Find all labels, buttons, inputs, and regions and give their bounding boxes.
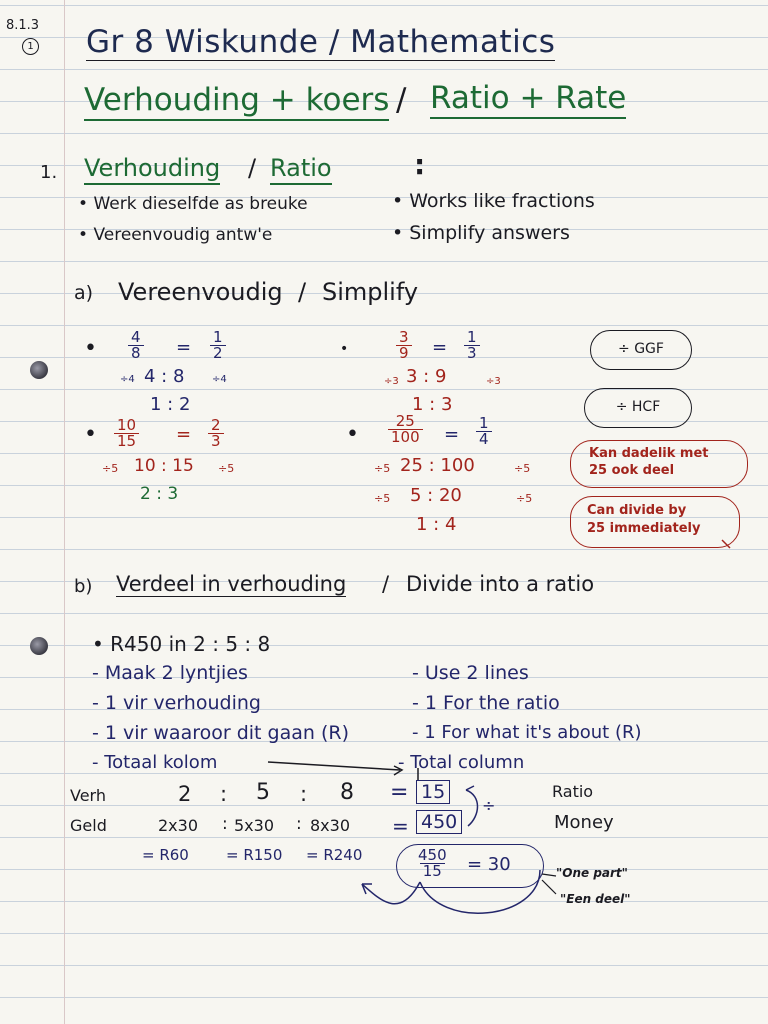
ratio-10-15: 10 : 15 — [134, 456, 194, 476]
result-r60: = R60 — [142, 846, 189, 864]
divisor-right: ÷5 — [218, 462, 235, 475]
divisor-left: ÷3 — [384, 376, 399, 387]
cloud-note-af-line2: 25 ook deel — [589, 463, 675, 478]
part-b-heading-english: Divide into a ratio — [406, 572, 595, 596]
money-total-box: 450 — [416, 810, 462, 834]
equals-sign: = — [392, 814, 409, 838]
bullet-en-1: • Works like fractions — [392, 190, 595, 212]
money-part-5x30: 5x30 — [234, 816, 275, 835]
ratio-result-1-3: 1 : 3 — [412, 394, 453, 415]
one-part-afrikaans: "Een deel" — [560, 892, 631, 906]
money-part-8x30: 8x30 — [310, 816, 351, 835]
ratio-part-2: 2 — [178, 782, 192, 806]
part-a-heading-english: Simplify — [322, 278, 419, 306]
ratio-colon: : — [300, 782, 308, 806]
problem-statement: • R450 in 2 : 5 : 8 — [92, 632, 271, 656]
fraction-25-100: $\frac{25}{100}$ — [388, 414, 423, 445]
ratio-part-5: 5 — [256, 780, 270, 805]
subtitle-afrikaans: Verhouding + koers — [84, 82, 389, 121]
fraction-10-15: $\frac{10}{15}$ — [114, 418, 139, 449]
bullet-dot: • — [84, 336, 97, 361]
part-b-heading-afrikaans: Verdeel in verhouding — [116, 572, 347, 596]
divisor-right: ÷5 — [516, 492, 533, 505]
cloud-note-english — [570, 496, 740, 548]
step-en-4: - Total column — [398, 752, 525, 773]
cloud-note-en-line1: Can divide by — [587, 503, 687, 518]
cloud-hcf — [584, 388, 692, 428]
section-heading-slash: / — [248, 154, 257, 182]
one-part-english: "One part" — [556, 866, 628, 880]
subtitle-slash: / — [396, 82, 407, 118]
margin-line — [64, 0, 65, 1024]
lesson-code: 8.1.3 — [6, 18, 40, 33]
fraction-1-3: $\frac{1}{3}$ — [464, 330, 480, 361]
fraction-4-8: $\frac{4}{8}$ — [128, 330, 144, 361]
divisor-right: ÷5 — [514, 462, 531, 475]
cloud-note-af-line1: Kan dadelik met — [589, 446, 709, 461]
result-r150: = R150 — [226, 846, 283, 864]
part-a-heading-slash: / — [298, 278, 307, 306]
equals-sign: = — [444, 424, 460, 445]
fraction-1-2: $\frac{1}{2}$ — [210, 330, 226, 361]
cloud-ggf-text: ÷ GGF — [618, 341, 664, 357]
section-number: 1. — [40, 162, 58, 183]
divisor-right: ÷3 — [486, 376, 501, 387]
bullet-dot: • — [346, 422, 359, 447]
ratio-result-1-2: 1 : 2 — [150, 394, 191, 415]
ratio-colon: : — [220, 782, 228, 806]
divisor-left: ÷4 — [120, 374, 135, 385]
step-en-1: - Use 2 lines — [412, 662, 529, 684]
subtitle-english: Ratio + Rate — [430, 80, 626, 119]
equals-sign: = — [432, 337, 448, 358]
ratio-5-20: 5 : 20 — [410, 485, 462, 506]
step-af-2: - 1 vir verhouding — [92, 692, 261, 714]
divide-sign: ÷ — [482, 796, 496, 815]
money-colon: : — [296, 814, 302, 834]
row-money-english: Money — [554, 812, 614, 833]
result-r240: = R240 — [306, 846, 363, 864]
row-ratio-label: Verh — [70, 786, 106, 805]
part-b-heading-slash: / — [382, 572, 390, 596]
section-colon: : — [414, 148, 426, 181]
page-title: Gr 8 Wiskunde / Mathematics — [86, 24, 556, 60]
ratio-25-100: 25 : 100 — [400, 455, 475, 476]
ratio-3-9: 3 : 9 — [406, 366, 447, 387]
step-en-3: - 1 For what it's about (R) — [412, 722, 642, 743]
divisor-left: ÷5 — [102, 462, 119, 475]
money-colon: : — [222, 814, 228, 834]
cloud-hcf-text: ÷ HCF — [615, 399, 661, 415]
fraction-3-9: $\frac{3}{9}$ — [396, 330, 412, 361]
bullet-af-2: • Vereenvoudig antw'e — [78, 225, 273, 245]
section-heading-afrikaans: Verhouding — [84, 154, 220, 185]
bullet-af-1: • Werk dieselfde as breuke — [78, 194, 308, 214]
fraction-450-15: $\frac{450}{15}$ — [418, 846, 447, 880]
equals-sign: = — [176, 337, 192, 358]
cloud-note-en-line2: 25 immediately — [587, 521, 701, 536]
fraction-2-3: $\frac{2}{3}$ — [208, 418, 224, 449]
divisor-right: ÷4 — [212, 374, 227, 385]
section-heading-english: Ratio — [270, 154, 332, 185]
binder-hole — [30, 637, 48, 655]
bullet-dot: • — [340, 341, 349, 357]
money-part-2x30: 2x30 — [158, 816, 199, 835]
equals-sign: = — [176, 424, 192, 445]
step-af-1: - Maak 2 lyntjies — [92, 662, 248, 684]
ratio-total-box: 15 — [416, 780, 450, 804]
cloud-note-afrikaans — [570, 440, 748, 488]
row-money-label: Geld — [70, 816, 107, 835]
bullet-dot: • — [84, 422, 97, 447]
one-part-value: = 30 — [467, 854, 511, 875]
binder-hole — [30, 361, 48, 379]
part-a-label: a) — [74, 282, 94, 304]
step-af-4: - Totaal kolom — [92, 752, 218, 773]
step-en-2: - 1 For the ratio — [412, 692, 560, 714]
cloud-ggf — [590, 330, 692, 370]
equals-sign: = — [390, 780, 409, 805]
divisor-left: ÷5 — [374, 462, 391, 475]
page-number: 1 — [22, 38, 39, 55]
part-b-label: b) — [74, 576, 93, 597]
ratio-4-8: 4 : 8 — [144, 366, 185, 387]
one-part-cloud — [396, 844, 544, 888]
ratio-result-1-4: 1 : 4 — [416, 514, 457, 535]
ratio-result-2-3: 2 : 3 — [140, 484, 179, 504]
part-a-heading-afrikaans: Vereenvoudig — [118, 278, 283, 306]
divisor-left: ÷5 — [374, 492, 391, 505]
ratio-part-8: 8 — [340, 780, 354, 805]
step-af-3: - 1 vir waaroor dit gaan (R) — [92, 722, 350, 744]
fraction-1-4: $\frac{1}{4}$ — [476, 416, 492, 447]
bullet-en-2: • Simplify answers — [392, 222, 570, 244]
row-ratio-english: Ratio — [552, 782, 594, 801]
